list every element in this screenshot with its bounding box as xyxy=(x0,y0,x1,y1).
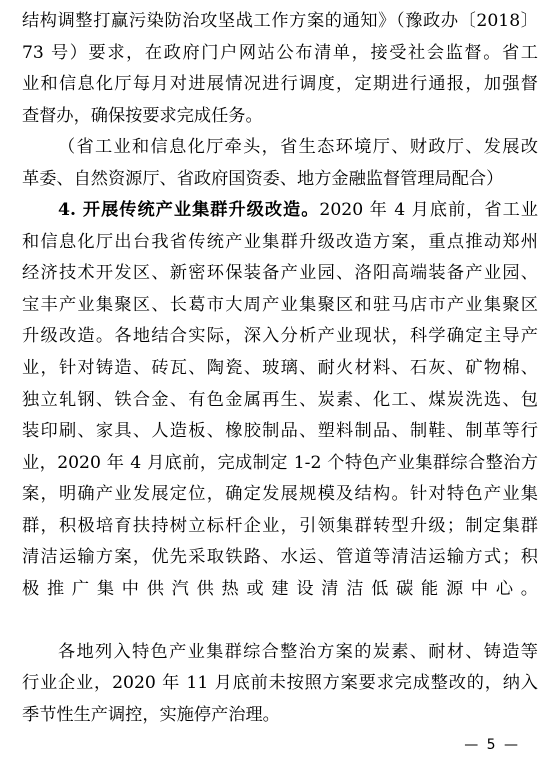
heading-line-text: 2020 年 4 月底前，省工业 xyxy=(319,200,538,221)
text-line: 装印刷、家具、人造板、橡胶制品、塑料制品、制鞋、制革等行 xyxy=(22,421,538,442)
text-line: 清洁运输方案，优先采取铁路、水运、管道等清洁运输方式；积 xyxy=(22,547,538,568)
section-heading: 4. 开展传统产业集群升级改造。 xyxy=(58,200,320,221)
text-line: 革委、自然资源厅、省政府国资委、地方金融监督管理局配合） xyxy=(22,168,504,189)
text-line: 经济技术开发区、新密环保装备产业园、洛阳高端装备产业园、 xyxy=(22,263,538,284)
text-line: 和信息化厅出台我省传统产业集群升级改造方案，重点推动郑州 xyxy=(22,231,538,252)
text-line: 独立轧钢、铁合金、有色金属再生、炭素、化工、煤炭洗选、包 xyxy=(22,389,538,410)
text-line: 案，明确产业发展定位，确定发展规模及结构。针对特色产业集 xyxy=(22,484,538,505)
text-line: （省工业和信息化厅牵头，省生态环境厅、财政厅、发展改 xyxy=(58,137,538,158)
section-heading-line xyxy=(22,195,538,227)
text-line: 结构调整打赢污染防治攻坚战工作方案的通知》（豫政办〔2018〕 xyxy=(22,11,538,31)
text-line: 73 号）要求，在政府门户网站公布清单，接受社会监督。省工 xyxy=(22,42,538,63)
page-number: — 5 — xyxy=(464,737,520,753)
text-line: 行业企业，2020 年 11 月底前未按照方案要求完成整改的，纳入 xyxy=(22,673,538,694)
text-line: 查督办，确保按要求完成任务。 xyxy=(22,105,263,126)
text-line: 宝丰产业集聚区、长葛市大周产业集聚区和驻马店市产业集聚区 xyxy=(22,294,538,315)
text-line: 群，积极培育扶持树立标杆企业，引领集群转型升级；制定集群 xyxy=(22,515,538,536)
text-line: 各地列入特色产业集群综合整治方案的炭素、耐材、铸造等 xyxy=(58,641,538,662)
text-line: 业，2020 年 4 月底前，完成制定 1-2 个特色产业集群综合整治方 xyxy=(22,452,538,473)
text-line: 升级改造。各地结合实际，深入分析产业现状，科学确定主导产 xyxy=(22,326,538,347)
text-line: 季节性生产调控，实施停产治理。 xyxy=(22,705,280,725)
text-line: 极推广集中供汽供热或建设清洁低碳能源中心。 xyxy=(22,578,538,599)
text-line: 业，针对铸造、砖瓦、陶瓷、玻璃、耐火材料、石灰、矿物棉、 xyxy=(22,358,538,378)
text-line xyxy=(22,605,538,637)
text-line: 业和信息化厅每月对进展情况进行调度，定期进行通报，加强督 xyxy=(22,74,538,95)
